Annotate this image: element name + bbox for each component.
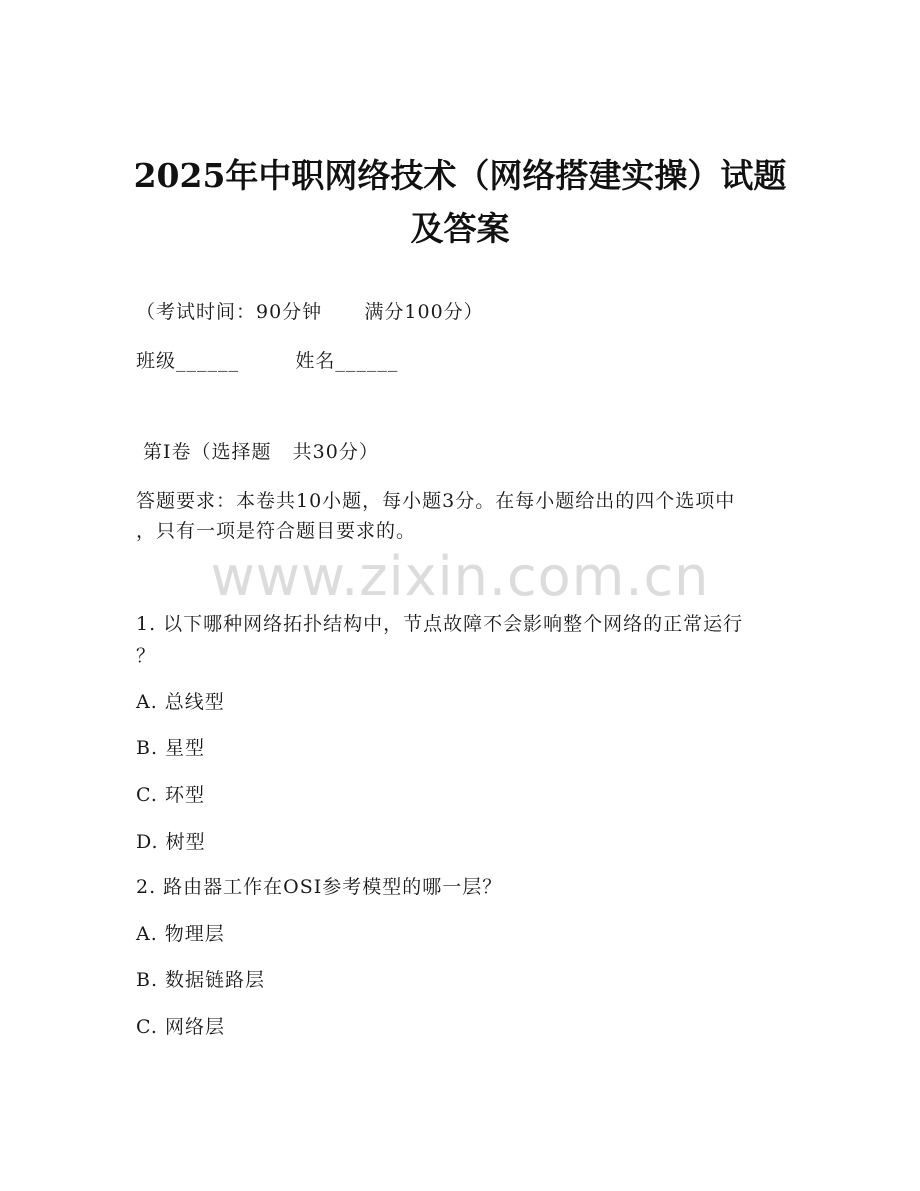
instructions-line2: ，只有一项是符合题目要求的。 xyxy=(136,520,417,542)
exam-info: （考试时间：90分钟 满分100分） xyxy=(136,301,484,323)
section-header: 第I卷（选择题 共30分） xyxy=(136,441,379,463)
question-2-option-b: B. 数据链路层 xyxy=(136,969,266,991)
watermark: www.zixin.com.cn xyxy=(210,545,710,608)
question-2-option-c: C. 网络层 xyxy=(136,1016,225,1038)
question-1-option-b: B. 星型 xyxy=(136,737,206,759)
document-title-line1: 2025年中职网络技术（网络搭建实操）试题 xyxy=(133,156,787,195)
question-2-stem-line1: 2. 路由器工作在OSI参考模型的哪一层？ xyxy=(136,876,503,898)
question-2-option-a: A. 物理层 xyxy=(136,923,225,945)
question-1-option-a: A. 总线型 xyxy=(136,691,225,713)
instructions-line1: 答题要求：本卷共10小题，每小题3分。在每小题给出的四个选项中 xyxy=(136,490,736,512)
question-1-stem-line2: ？ xyxy=(136,645,157,667)
document-title-line2: 及答案 xyxy=(410,209,510,248)
class-name-line: 班级______ 姓名______ xyxy=(136,350,399,372)
question-1-option-d: D. 树型 xyxy=(136,831,206,853)
question-1-stem-line1: 1. 以下哪种网络拓扑结构中，节点故障不会影响整个网络的正常运行 xyxy=(136,613,744,635)
question-1-option-c: C. 环型 xyxy=(136,784,205,806)
